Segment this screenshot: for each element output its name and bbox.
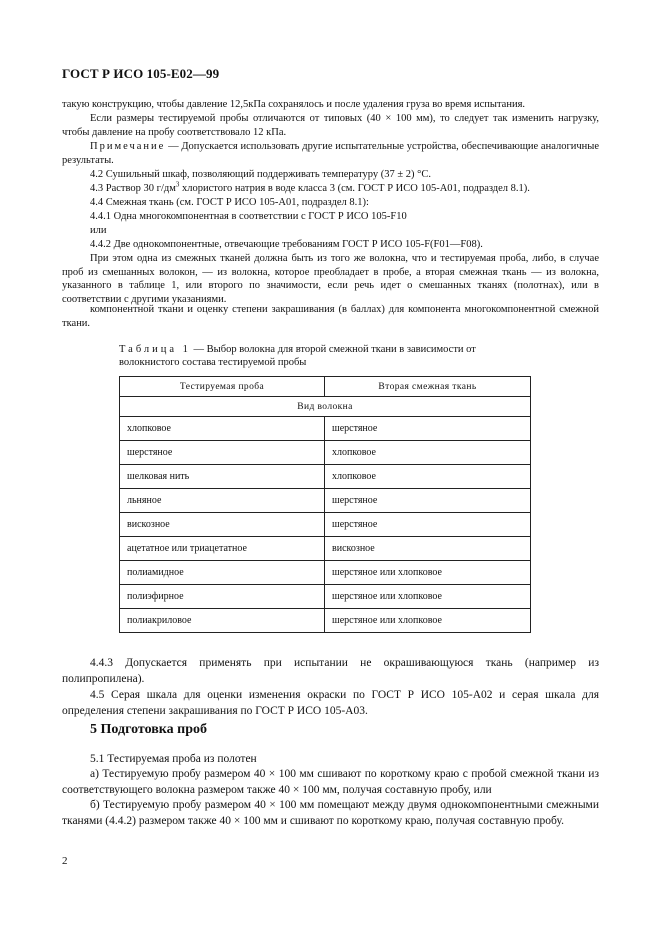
table-row (120, 585, 531, 609)
table-cell: вискозное (120, 513, 325, 537)
paragraph-or: или (90, 225, 107, 236)
table-cell: шелковая нить (120, 465, 325, 489)
column-header-second-fabric: Вторая смежная ткань (325, 377, 531, 397)
table-cell: льняное (120, 489, 325, 513)
paragraph-5-1: 5.1 Тестируемая проба из полотен (90, 753, 257, 765)
paragraph-4-4-1: 4.4.1 Одна многокомпонентная в соответствии с ГОСТ Р ИСО 105-F10 (90, 211, 407, 222)
table-cell: шерстяное (325, 417, 531, 441)
paragraph-4-4-2: 4.4.2 Две однокомпонентные, отвечающие требованиям ГОСТ Р ИСО 105-F(F01—F08). (90, 239, 483, 250)
note-paragraph (62, 140, 599, 167)
table-cell: полиэфирное (120, 585, 325, 609)
table-cell: шерстяное (120, 441, 325, 465)
paragraph-continuation: такую конструкцию, чтобы давление 12,5кПа сохранялось и после удаления груза во время испытания. (62, 99, 526, 110)
table-row (120, 489, 531, 513)
paragraph-selection-rule: При этом одна из смежных тканей должна быть из того же волокна, что и тестируемая проба, либо, в случае проб из смешанных волокон, — из волокна, которое преобладает в пробе, а вторая смежная ткань — из волокна, указанного в таблице 1, или второго по значимости, если речь идет о смешанных тканях (полотнах), или в соответствии с другими указаниями. (62, 253, 599, 305)
table-cell: шерстяное или хлопковое (325, 561, 531, 585)
table-row (120, 609, 531, 633)
table-caption (119, 343, 531, 369)
document-header: ГОСТ Р ИСО 105-Е02—99 (62, 66, 220, 81)
table-row (120, 441, 531, 465)
fiber-selection-table (119, 376, 531, 633)
page-number: 2 (62, 855, 68, 867)
table-cell: ацетатное или триацетатное (120, 537, 325, 561)
paragraph-4-4: 4.4 Смежная ткань (см. ГОСТ Р ИСО 105-А01, подраздел 8.1): (90, 197, 369, 208)
paragraph-sample-size: Если размеры тестируемой пробы отличаются от типовых (40 × 100 мм), то следует так изменить нагрузку, чтобы давление на пробу соответствовало 12 кПа. (62, 113, 599, 138)
note-text: — Допускается использовать другие испытательные устройства, обеспечивающие аналогичные результаты. (62, 141, 599, 166)
table-row (120, 513, 531, 537)
table-cell: шерстяное (325, 489, 531, 513)
paragraph-component: компонентной ткани и оценку степени закрашивания (в баллах) для компонента многокомпонентной смежной ткани. (62, 304, 599, 329)
section-title: 5 Подготовка проб (90, 722, 208, 737)
note-label: Примечание (90, 141, 166, 152)
paragraph-item-b: б) Тестируемую пробу размером 40 × 100 мм помещают между двумя однокомпонентными смежными тканями (4.4.2) размером также 40 × 100 мм и сшивают по короткому краю, получая составную пробу. (62, 799, 599, 827)
table-cell: хлопковое (325, 441, 531, 465)
table-cell: полиамидное (120, 561, 325, 585)
table-cell: шерстяное или хлопковое (325, 585, 531, 609)
table-row (120, 465, 531, 489)
table-cell: шерстяное (325, 513, 531, 537)
paragraph-4-2: 4.2 Сушильный шкаф, позволяющий поддерживать температуру (37 ± 2) °С. (90, 169, 431, 180)
table-cell: хлопковое (325, 465, 531, 489)
paragraph-4-3 (62, 182, 599, 196)
paragraph-item-a: а) Тестируемую пробу размером 40 × 100 мм сшивают по короткому краю с пробой смежной ткани из соответствующего волокна размером также 40 × 100 мм, получая составную пробу, или (62, 768, 599, 796)
column-header-test-sample: Тестируемая проба (120, 377, 325, 397)
table-row (120, 417, 531, 441)
table-cell: шерстяное или хлопковое (325, 609, 531, 633)
table-cell: хлопковое (120, 417, 325, 441)
table-caption-label: Таблица 1 (119, 344, 191, 355)
table-subheader-row (120, 397, 531, 417)
table-row (120, 537, 531, 561)
table-subheader: Вид волокна (120, 397, 531, 417)
table-cell: вискозное (325, 537, 531, 561)
paragraph-4-3-part-a: 4.3 Раствор 30 г/дм (90, 183, 176, 194)
paragraph-4-3-part-b: хлористого натрия в воде класса 3 (см. ГОСТ Р ИСО 105-А01, подраздел 8.1). (179, 183, 530, 194)
table-caption-text: — Выбор волокна для второй смежной ткани в зависимости от волокнистого состава тестируемой пробы (119, 344, 476, 368)
table-cell: полиакриловое (120, 609, 325, 633)
table-header-row (120, 377, 531, 397)
superscript: 3 (175, 180, 180, 189)
paragraph-4-5: 4.5 Серая шкала для оценки изменения окраски по ГОСТ Р ИСО 105-А02 и серая шкала для определения степени закрашивания по ГОСТ Р ИСО 105-А03. (62, 689, 599, 717)
table-row (120, 561, 531, 585)
paragraph-4-4-3: 4.4.3 Допускается применять при испытании не окрашивающуюся ткань (например из полипропилена). (62, 657, 599, 685)
